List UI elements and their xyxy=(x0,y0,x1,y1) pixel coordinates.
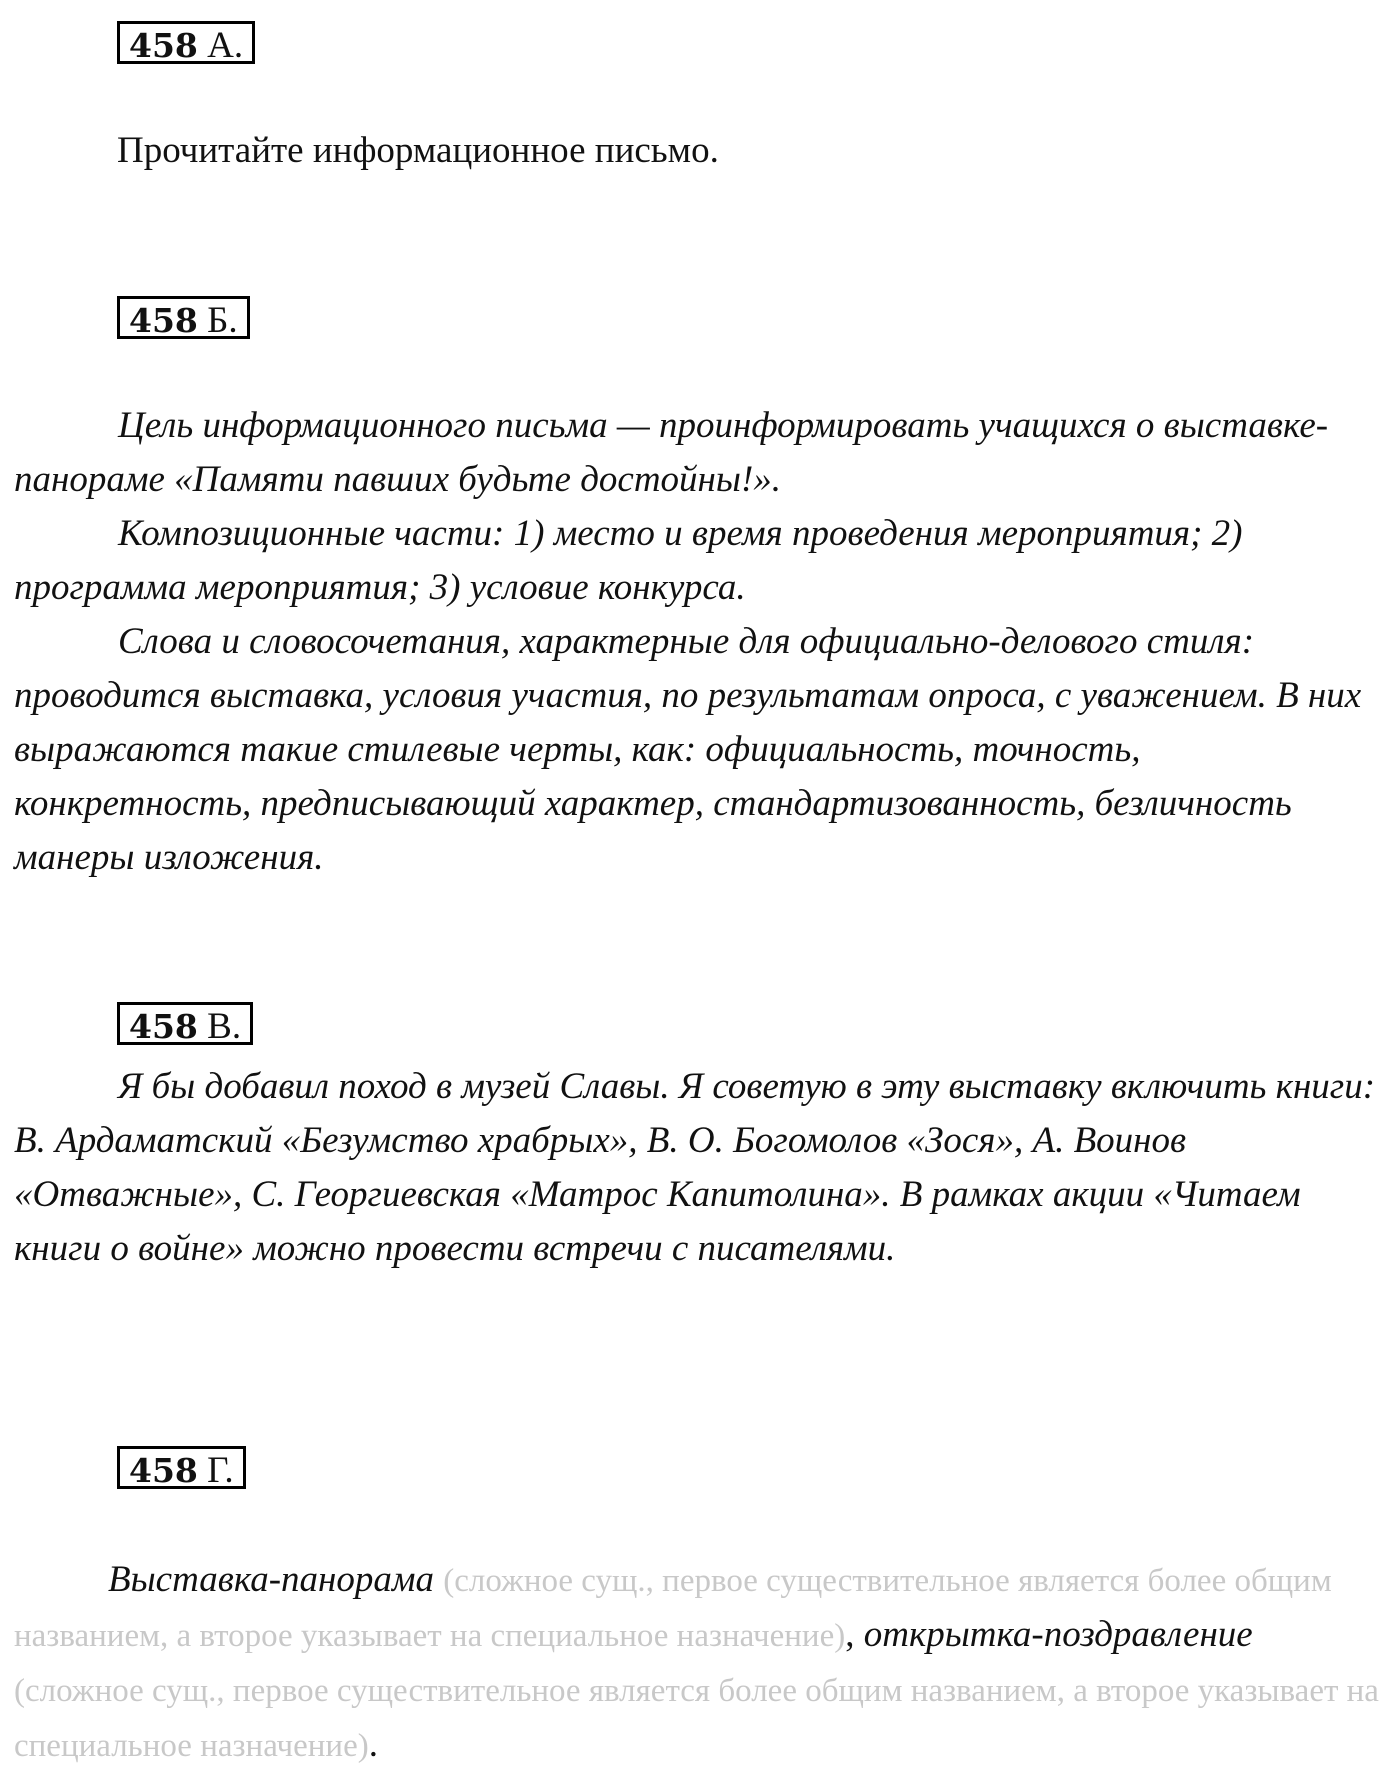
final-period: . xyxy=(368,1724,378,1765)
exercise-label-458a xyxy=(117,21,255,64)
exercise-letter: В. xyxy=(207,1006,242,1047)
exercise-letter: Г. xyxy=(207,1450,234,1491)
section-a-text: Прочитайте информационное письмо. xyxy=(117,130,719,171)
exercise-letter: Б. xyxy=(207,300,238,341)
compound-word-1: Выставка-панорама xyxy=(108,1559,434,1600)
exercise-letter: А. xyxy=(207,25,244,66)
section-b-body xyxy=(14,399,1384,885)
exercise-number: 458 xyxy=(129,301,198,340)
exercise-label-458b xyxy=(117,296,250,339)
exercise-label-458v xyxy=(117,1002,253,1045)
exercise-number: 458 xyxy=(129,1007,198,1046)
section-g-paragraph xyxy=(14,1553,1384,1773)
word-explanation-1: (сложное сущ., первое существительное является более общим названием, а второе указывает на специальное назначение) xyxy=(14,1563,1332,1654)
section-v-paragraph: Я бы добавил поход в музей Славы. Я советую в эту выставку включить книги: В. Ардаматский «Безумство храбрых», В. О. Богомолов «Зося», А. Воинов «Отважные», С. Георгиевская «Матрос Капитолина». В рамках акции «Читаем книги о войне» можно провести встречи с писателями. xyxy=(14,1066,1376,1269)
word-explanation-2: (сложное сущ., первое существительное является более общим названием, а второе указывает на специальное назначение) xyxy=(14,1673,1379,1764)
section-b-paragraph-3: Слова и словосочетания, характерные для официально-делового стиля: проводится выставка, условия участия, по результатам опроса, с уважением. В них выражаются такие стилевые черты, как: официальность, точность, конкретность, предписывающий характер, стандартизованность, безличность манеры изложения. xyxy=(14,621,1362,878)
separator-comma: , xyxy=(845,1614,855,1655)
compound-word-2: открытка-поздравление xyxy=(863,1614,1253,1655)
section-b-paragraph-1: Цель информационного письма — проинформировать учащихся о выставке-панораме «Памяти павших будьте достойны!». xyxy=(14,405,1329,500)
exercise-number: 458 xyxy=(129,1451,198,1490)
exercise-number: 458 xyxy=(129,26,198,65)
exercise-label-458g xyxy=(117,1446,246,1489)
section-b-paragraph-2: Композиционные части: 1) место и время проведения мероприятия; 2) программа мероприятия; 3) условие конкурса. xyxy=(14,513,1243,608)
section-g-body xyxy=(14,1553,1384,1773)
section-v-body xyxy=(14,1060,1384,1276)
